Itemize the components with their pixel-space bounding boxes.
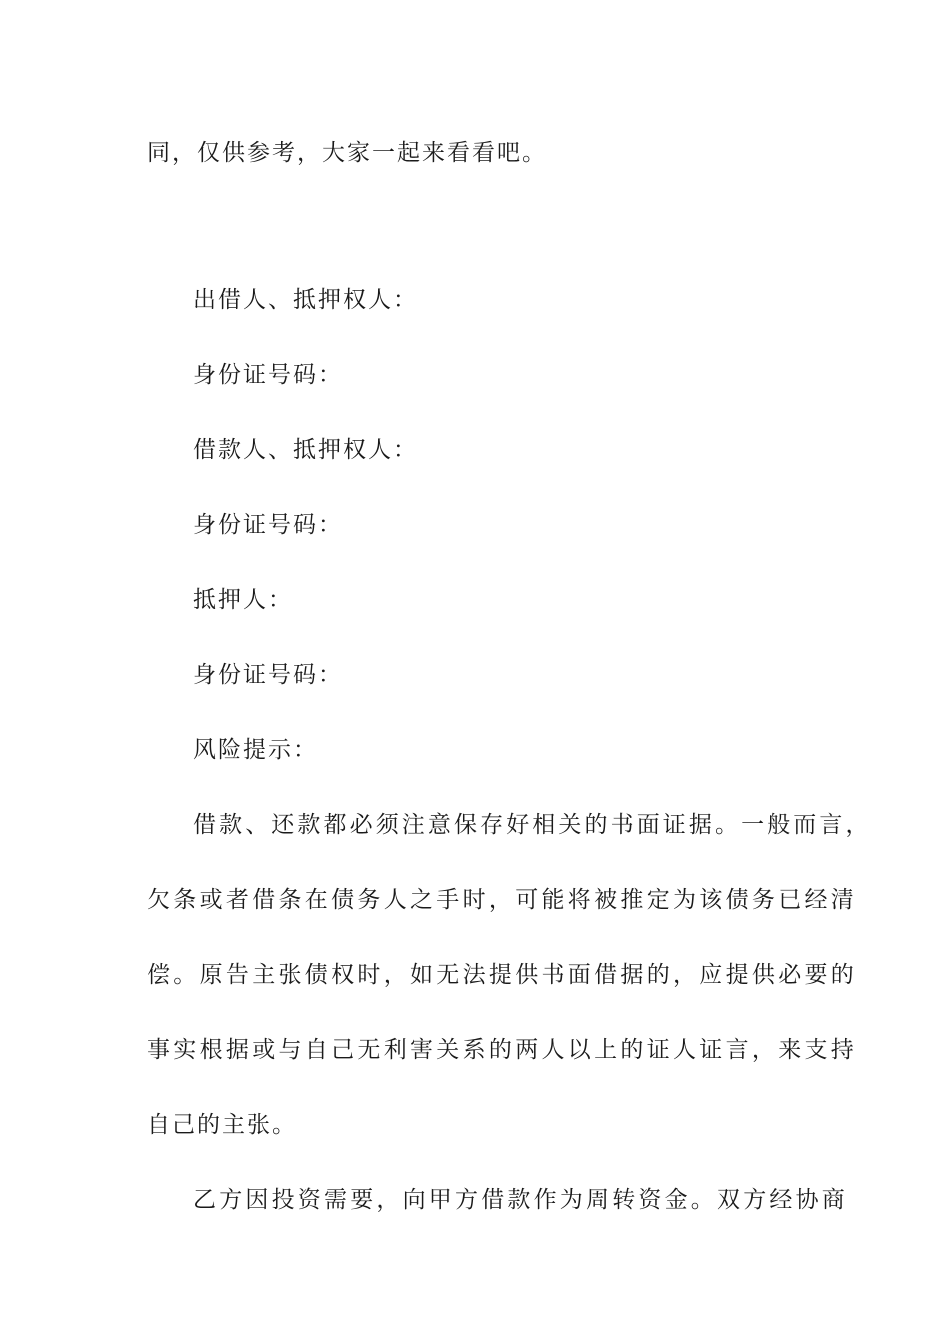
risk-paragraph-line-3: 偿。原告主张债权时，如无法提供书面借据的，应提供必要的 [147, 962, 858, 988]
final-paragraph-start: 乙方因投资需要，向甲方借款作为周转资金。双方经协商 [193, 1187, 848, 1213]
field-mortgagor: 抵押人： [193, 587, 293, 613]
risk-warning-heading: 风险提示： [193, 737, 318, 763]
field-lender-mortgagee: 出借人、抵押权人： [193, 287, 418, 313]
risk-paragraph-line-2: 欠条或者借条在债务人之手时，可能将被推定为该债务已经清 [147, 887, 858, 913]
field-lender-id-number: 身份证号码： [193, 362, 343, 388]
field-mortgagor-id-number: 身份证号码： [193, 662, 343, 688]
risk-paragraph-line-5: 自己的主张。 [147, 1112, 297, 1138]
intro-tail-line: 同，仅供参考，大家一起来看看吧。 [147, 140, 547, 166]
risk-paragraph-line-4: 事实根据或与自己无利害关系的两人以上的证人证言，来支持 [147, 1037, 858, 1063]
risk-paragraph-line-1: 借款、还款都必须注意保存好相关的书面证据。一般而言， [193, 812, 872, 838]
field-borrower-id-number: 身份证号码： [193, 512, 343, 538]
field-borrower-mortgagee: 借款人、抵押权人： [193, 437, 418, 463]
